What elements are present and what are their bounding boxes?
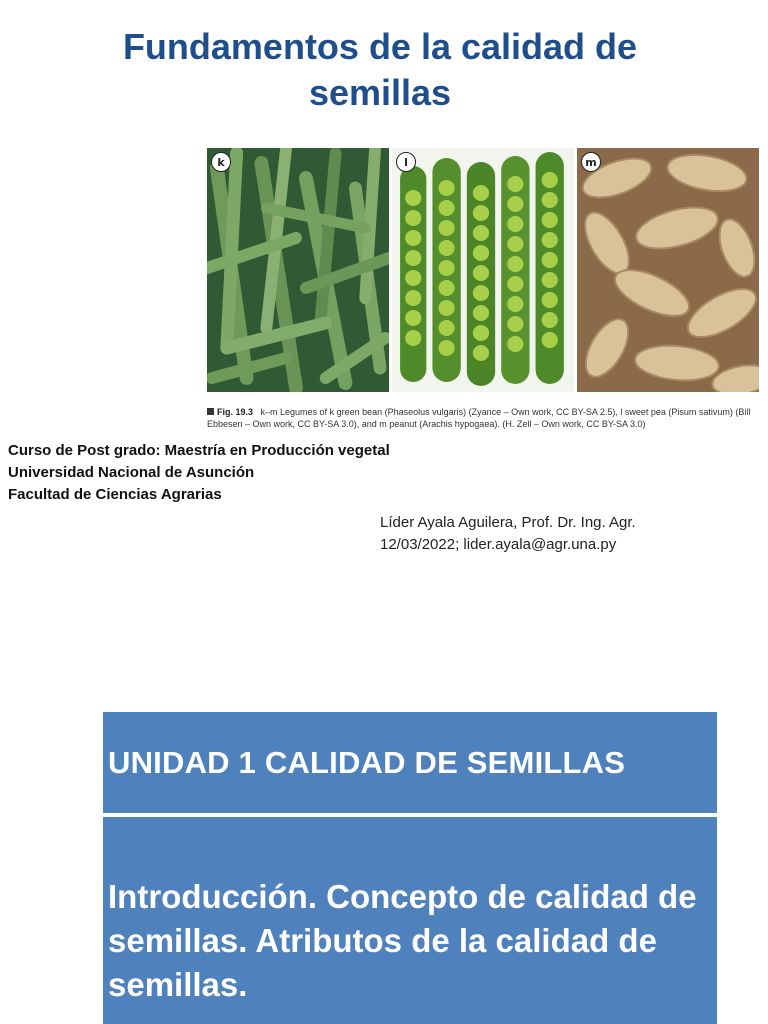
course-line-3: Facultad de Ciencias Agrarias	[8, 486, 222, 503]
unit-title: UNIDAD 1 CALIDAD DE SEMILLAS	[108, 744, 626, 780]
author-info	[380, 512, 760, 556]
slide-title-line-2: semillas	[308, 72, 452, 113]
slide-title-line-1: Fundamentos de la calidad de	[122, 26, 638, 67]
unit-title-box	[103, 712, 717, 813]
peanut-photo	[577, 148, 759, 392]
figure-caption-text: k–m Legumes of k green bean (Phaseolus vulgaris) (Zyance – Own work, CC BY-SA 2.5), l sweet pea (Pisum sativum) (Bill Ebbesen – Own work, CC BY-SA 3.0), and m peanut (Arachis hypogaea). (H. Zell – Own work, CC BY-SA 3.0)	[207, 407, 751, 429]
sweet-pea-photo	[392, 148, 574, 392]
unit-topics-box	[103, 817, 717, 1024]
panel-label-m: m	[581, 152, 601, 172]
author-line-1: Líder Ayala Aguilera, Prof. Dr. Ing. Agr.	[380, 514, 636, 531]
panel-label-k: k	[211, 152, 231, 172]
slide-title	[40, 24, 720, 116]
figure-caption	[207, 406, 759, 430]
course-info	[8, 440, 528, 506]
caption-marker-icon	[207, 408, 214, 415]
figure-caption-label: Fig. 19.3	[217, 407, 254, 417]
unit-topics: Introducción. Concepto de calidad de semillas. Atributos de la calidad de semillas.	[108, 878, 697, 1003]
author-line-2: 12/03/2022; lider.ayala@agr.una.py	[380, 536, 617, 553]
green-bean-photo	[207, 148, 389, 392]
legume-figure	[207, 148, 759, 392]
course-line-1: Curso de Post grado: Maestría en Producción vegetal	[8, 442, 390, 459]
course-line-2: Universidad Nacional de Asunción	[8, 464, 255, 481]
panel-label-l: l	[396, 152, 416, 172]
